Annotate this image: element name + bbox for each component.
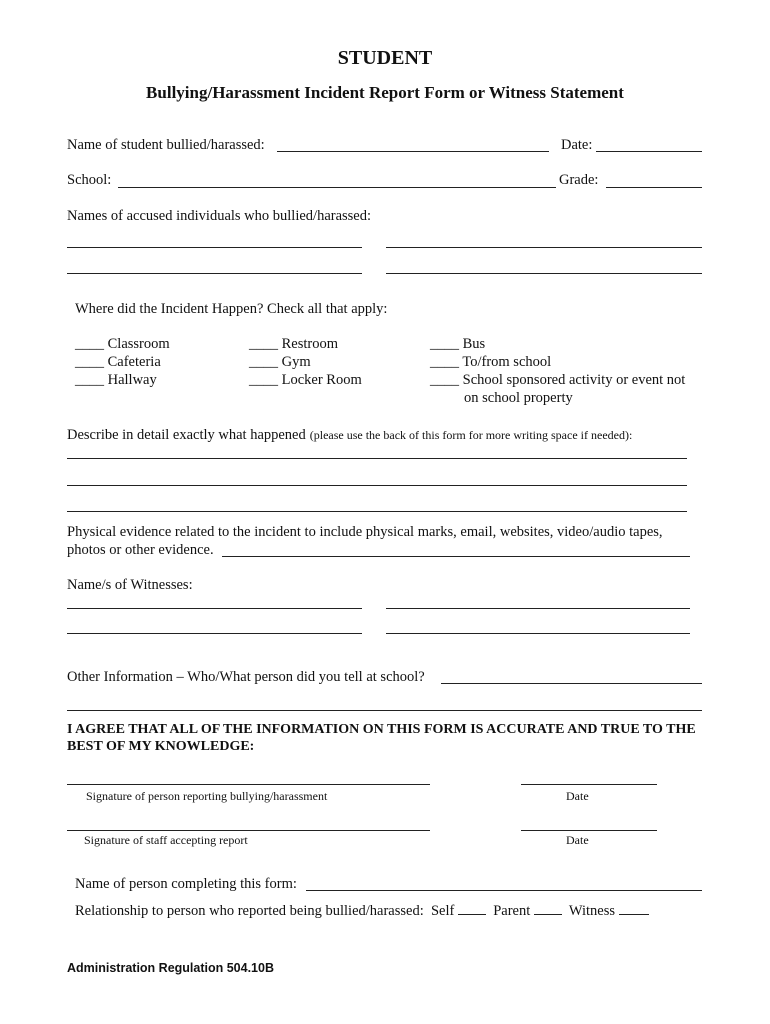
student-name-label: Name of student bullied/harassed:	[67, 137, 265, 153]
reporter-date-label: Date	[566, 789, 589, 803]
accused-field[interactable]	[386, 247, 702, 248]
relationship-self-label: Self	[430, 903, 455, 919]
describe-label-row	[67, 426, 632, 444]
location-option-restroom[interactable]: ____ Restroom	[249, 336, 339, 352]
location-option-bus[interactable]: ____ Bus	[430, 336, 486, 352]
form-subtitle: Bullying/Harassment Incident Report Form or Witness Statement	[146, 83, 624, 102]
grade-label: Grade:	[559, 172, 599, 188]
location-option-school-sponsored-cont: on school property	[464, 390, 573, 406]
relationship-parent-label: Parent	[493, 903, 531, 919]
checkbox-blank[interactable]: ____	[75, 354, 104, 370]
accused-field[interactable]	[67, 273, 362, 274]
checkbox-blank[interactable]: ____	[249, 354, 278, 370]
witness-field[interactable]	[67, 633, 362, 634]
describe-field[interactable]	[67, 485, 687, 486]
checkbox-blank[interactable]: ____	[430, 372, 459, 388]
evidence-field[interactable]	[222, 556, 690, 557]
location-option-hallway[interactable]: ____ Hallway	[75, 372, 157, 388]
agreement-line2: BEST OF MY KNOWLEDGE:	[67, 739, 255, 754]
other-info-field[interactable]	[67, 710, 702, 711]
witness-field[interactable]	[67, 608, 362, 609]
location-question: Where did the Incident Happen? Check all that apply:	[75, 301, 388, 317]
date-label: Date:	[561, 137, 593, 153]
staff-date-field[interactable]	[521, 830, 657, 831]
agreement-line1: I AGREE THAT ALL OF THE INFORMATION ON THIS FORM IS ACCURATE AND TRUE TO THE	[67, 722, 696, 737]
relationship-label: Relationship to person who reported being bullied/harassed:	[75, 903, 424, 919]
school-field[interactable]	[118, 187, 556, 188]
describe-field[interactable]	[67, 511, 687, 512]
checkbox-blank[interactable]: ____	[430, 336, 459, 352]
accused-field[interactable]	[386, 273, 702, 274]
staff-signature-field[interactable]	[67, 830, 430, 831]
describe-field[interactable]	[67, 458, 687, 459]
evidence-label-line1: Physical evidence related to the incident to include physical marks, email, websites, video/audio tapes,	[67, 524, 663, 540]
grade-field[interactable]	[606, 187, 702, 188]
location-option-gym[interactable]: ____ Gym	[249, 354, 311, 370]
location-option-classroom[interactable]: ____ Classroom	[75, 336, 170, 352]
accused-field[interactable]	[67, 247, 362, 248]
describe-label: Describe in detail exactly what happened	[67, 427, 306, 443]
relationship-witness-label: Witness	[568, 903, 616, 919]
date-field[interactable]	[596, 151, 702, 152]
completer-name-label: Name of person completing this form:	[75, 876, 297, 892]
other-info-field[interactable]	[441, 683, 702, 684]
school-label: School:	[67, 172, 112, 188]
accused-label: Names of accused individuals who bullied/harassed:	[67, 208, 372, 224]
reporter-signature-label: Signature of person reporting bullying/harassment	[86, 789, 328, 803]
staff-date-label: Date	[566, 833, 589, 847]
relationship-row	[75, 902, 649, 920]
location-option-cafeteria[interactable]: ____ Cafeteria	[75, 354, 161, 370]
checkbox-blank[interactable]: ____	[75, 372, 104, 388]
checkbox-blank[interactable]: ____	[430, 354, 459, 370]
checkbox-blank[interactable]: ____	[75, 336, 104, 352]
relationship-witness-field[interactable]	[619, 902, 649, 915]
witnesses-label: Name/s of Witnesses:	[67, 577, 193, 593]
reporter-date-field[interactable]	[521, 784, 657, 785]
form-title: STUDENT	[337, 47, 433, 69]
relationship-self-field[interactable]	[458, 902, 486, 915]
witness-field[interactable]	[386, 633, 690, 634]
staff-signature-label: Signature of staff accepting report	[84, 833, 248, 847]
footer-regulation: Administration Regulation 504.10B	[67, 961, 274, 975]
evidence-label-line2: photos or other evidence.	[67, 542, 214, 558]
location-option-to-from-school[interactable]: ____ To/from school	[430, 354, 552, 370]
location-option-school-sponsored[interactable]: ____ School sponsored activity or event not	[430, 372, 686, 388]
student-name-field[interactable]	[277, 151, 549, 152]
completer-name-field[interactable]	[306, 890, 702, 891]
relationship-parent-field[interactable]	[534, 902, 562, 915]
checkbox-blank[interactable]: ____	[249, 336, 278, 352]
witness-field[interactable]	[386, 608, 690, 609]
other-info-label: Other Information – Who/What person did you tell at school?	[67, 669, 425, 685]
describe-note: (please use the back of this form for more writing space if needed):	[309, 428, 633, 442]
location-option-locker-room[interactable]: ____ Locker Room	[249, 372, 362, 388]
checkbox-blank[interactable]: ____	[249, 372, 278, 388]
reporter-signature-field[interactable]	[67, 784, 430, 785]
